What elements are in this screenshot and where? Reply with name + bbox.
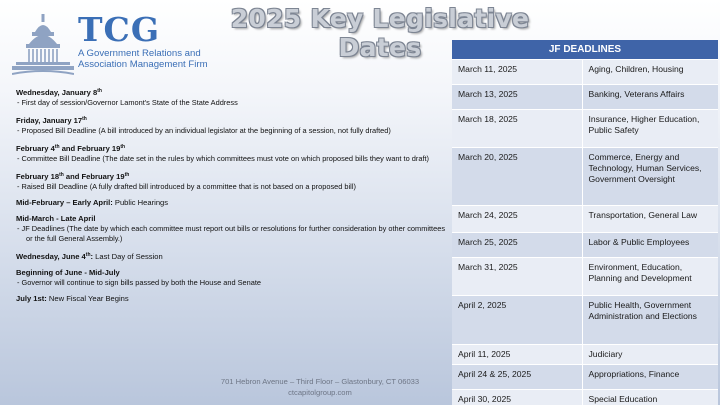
date-entry-heading [16, 86, 448, 98]
jf-table-row [452, 232, 718, 257]
jf-deadlines-table [452, 40, 718, 405]
jf-deadline-date: March 13, 2025 [452, 84, 582, 109]
date-entry-detail: - Raised Bill Deadline (A fully drafted bill introduced by a committee that is not based on a proposed bill) [16, 182, 448, 192]
jf-committees: Labor & Public Employees [582, 232, 718, 257]
date-entry-detail: - JF Deadlines (The date by which each committee must report out bills or resolutions for further consideration by other committees or the full General Assembly.) [16, 224, 448, 244]
date-entry-detail: - First day of session/Governor Lamont's State of the State Address [16, 98, 448, 108]
date-entry [16, 198, 448, 208]
ordinal-suffix: th [82, 116, 87, 122]
jf-deadline-date: April 30, 2025 [452, 389, 582, 405]
date-entry-heading [16, 198, 448, 208]
page-title: 2025 Key Legislative Dates [230, 4, 530, 62]
ordinal-suffix: th [59, 172, 64, 178]
jf-committees: Aging, Children, Housing [582, 59, 718, 84]
heading-text: Beginning of June - Mid-July [16, 268, 120, 277]
jf-deadline-date: March 24, 2025 [452, 205, 582, 232]
jf-deadline-date: April 24 & 25, 2025 [452, 364, 582, 389]
legislative-dates-list [16, 86, 448, 310]
footer-address: 701 Hebron Avenue – Third Floor – Glastonbury, CT 06033 [220, 377, 420, 386]
date-entry-details [16, 224, 448, 244]
ordinal-suffix: th [85, 252, 91, 258]
jf-committees: Transportation, General Law [582, 205, 718, 232]
date-entry [16, 214, 448, 244]
jf-deadline-date: April 2, 2025 [452, 295, 582, 344]
footer [190, 376, 450, 398]
jf-deadline-date: March 11, 2025 [452, 59, 582, 84]
date-entry-details [16, 182, 448, 192]
date-entry-details [16, 154, 448, 164]
jf-committees: Special Education [582, 389, 718, 405]
jf-table-row [452, 257, 718, 295]
heading-text: Wednesday, June 4 [16, 252, 86, 261]
jf-table-row [452, 344, 718, 364]
heading-text: February 4 [16, 144, 55, 153]
date-entry-heading [16, 142, 448, 154]
jf-table-row [452, 147, 718, 205]
jf-table-row [452, 109, 718, 147]
jf-table-row [452, 59, 718, 84]
jf-table-header: JF DEADLINES [452, 40, 718, 59]
jf-deadline-date: March 25, 2025 [452, 232, 582, 257]
date-entry [16, 86, 448, 108]
heading-text: Mid-February – Early April: [16, 198, 115, 207]
jf-deadline-date: March 18, 2025 [452, 109, 582, 147]
date-entry-heading [16, 294, 448, 304]
date-entry-details [16, 126, 448, 136]
date-entry [16, 250, 448, 262]
date-entry-detail: - Governor will continue to sign bills passed by both the House and Senate [16, 278, 448, 288]
heading-text: and February 19 [59, 144, 121, 153]
heading-text: Friday, January 17 [16, 116, 83, 125]
jf-table-header-row [452, 40, 718, 59]
date-entry-details [16, 278, 448, 288]
tcg-logo [12, 8, 212, 78]
heading-text: Public Hearings [114, 198, 169, 207]
footer-website: ctcapitolgroup.com [288, 388, 352, 397]
jf-committees: Banking, Veterans Affairs [582, 84, 718, 109]
jf-table-row [452, 295, 718, 344]
heading-text: Mid-March - Late April [16, 214, 96, 223]
date-entry-details [16, 98, 448, 108]
date-entry-heading [16, 250, 448, 262]
heading-text: Last Day of Session [95, 252, 163, 261]
jf-deadline-date: March 20, 2025 [452, 147, 582, 205]
ordinal-suffix: th [54, 144, 60, 150]
jf-deadline-date: March 31, 2025 [452, 257, 582, 295]
heading-text: New Fiscal Year Begins [48, 294, 129, 303]
jf-committees: Judiciary [582, 344, 718, 364]
logo-wordmark: TCG [78, 10, 161, 49]
date-entry [16, 294, 448, 304]
date-entry [16, 142, 448, 164]
jf-committees: Environment, Education, Planning and Development [582, 257, 718, 295]
jf-committees: Appropriations, Finance [582, 364, 718, 389]
jf-table-row [452, 205, 718, 232]
heading-text: July 1st: [16, 294, 49, 303]
heading-text: : [90, 252, 96, 261]
jf-table-row [452, 364, 718, 389]
ordinal-suffix: th [97, 88, 102, 94]
logo-tagline: A Government Relations and Association Management Firm [78, 48, 208, 70]
heading-text: Wednesday, January 8 [16, 88, 98, 97]
date-entry [16, 170, 448, 192]
heading-text: February 18 [16, 172, 60, 181]
date-entry-heading [16, 214, 448, 224]
ordinal-suffix: th [124, 172, 130, 178]
date-entry [16, 268, 448, 288]
date-entry-heading [16, 268, 448, 278]
heading-text: and February 19 [63, 172, 125, 181]
capitol-dome-icon [12, 12, 74, 78]
date-entry-heading [16, 114, 448, 126]
date-entry-detail: - Proposed Bill Deadline (A bill introduced by an individual legislator at the beginning of a session, not fully drafted) [16, 126, 448, 136]
jf-table-row [452, 389, 718, 405]
jf-table-row [452, 84, 718, 109]
date-entry-detail: - Committee Bill Deadline (The date set in the rules by which committees must vote on which proposed bills they want to draft) [16, 154, 448, 164]
date-entry [16, 114, 448, 136]
jf-committees: Insurance, Higher Education, Public Safety [582, 109, 718, 147]
ordinal-suffix: th [120, 144, 126, 150]
jf-committees: Commerce, Energy and Technology, Human Services, Government Oversight [582, 147, 718, 205]
jf-committees: Public Health, Government Administration and Elections [582, 295, 718, 344]
jf-deadline-date: April 11, 2025 [452, 344, 582, 364]
date-entry-heading [16, 170, 448, 182]
